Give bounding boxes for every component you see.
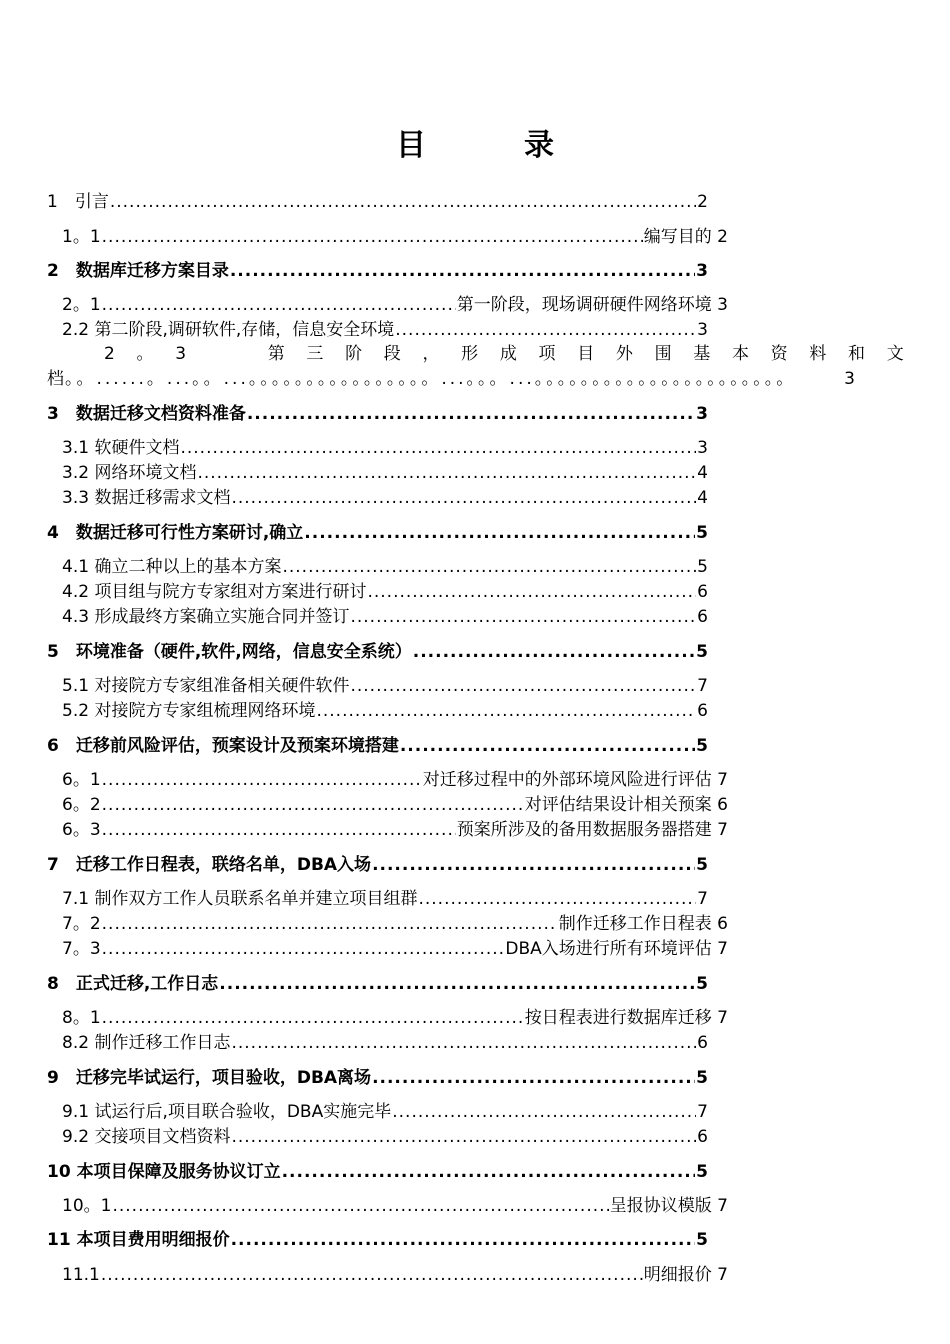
toc-entry-text: DBA入场进行所有环境评估 7 bbox=[505, 939, 728, 959]
dot-leader bbox=[282, 556, 696, 578]
toc-page-number: 5 bbox=[696, 642, 708, 662]
dot-leader bbox=[231, 1032, 696, 1054]
dot-leader bbox=[304, 522, 695, 544]
spread-char: 成 bbox=[499, 344, 517, 364]
toc-entry-number: 8。1 bbox=[62, 1008, 101, 1028]
toc-entry-text: 呈报协议模版 7 bbox=[609, 1196, 728, 1216]
dot-leader bbox=[102, 294, 456, 316]
toc-entry-8[interactable] bbox=[47, 973, 708, 995]
dot-leader bbox=[230, 260, 695, 282]
toc-entry-5[interactable] bbox=[47, 641, 708, 663]
dot-leader bbox=[392, 1101, 696, 1123]
spread-char: 。 bbox=[136, 344, 154, 364]
toc-entry-4-2[interactable] bbox=[62, 581, 708, 603]
toc-entry-label: 5 环境准备（硬件,软件,网络，信息安全系统） bbox=[47, 642, 412, 662]
toc-page-number: 7 bbox=[697, 676, 708, 696]
dot-leader bbox=[102, 226, 643, 248]
toc-entry-6-3[interactable] bbox=[62, 819, 728, 841]
toc-entry-7-1[interactable] bbox=[62, 888, 708, 910]
spread-char: 第 bbox=[267, 344, 285, 364]
toc-page-number: 4 bbox=[697, 463, 708, 483]
toc-entry-text: 编写目的 2 bbox=[643, 227, 728, 247]
spread-char: 项 bbox=[538, 344, 556, 364]
toc-entry-label: 3.2 网络环境文档 bbox=[62, 463, 197, 483]
toc-entry-label: 7 迁移工作日程表，联络名单，DBA入场 bbox=[47, 855, 372, 875]
dot-leader bbox=[316, 700, 696, 722]
dot-leader bbox=[219, 973, 695, 995]
toc-entry-label: 9.2 交接项目文档资料 bbox=[62, 1127, 231, 1147]
toc-page-number: 3 bbox=[697, 320, 708, 340]
toc-entry-1-1[interactable] bbox=[62, 226, 728, 248]
toc-entry-label: 4 数据迁移可行性方案研讨,确立 bbox=[47, 523, 304, 543]
toc-entry-2[interactable] bbox=[47, 260, 708, 282]
toc-entry-10[interactable] bbox=[47, 1161, 708, 1183]
toc-entry-9-2[interactable] bbox=[62, 1126, 708, 1148]
toc-entry-label: 4.2 项目组与院方专家组对方案进行研讨 bbox=[62, 582, 367, 602]
toc-entry-label: 9 迁移完毕试运行，项目验收，DBA离场 bbox=[47, 1068, 372, 1088]
toc-entry-label: 2.2 第二阶段,调研软件,存储，信息安全环境 bbox=[62, 320, 395, 340]
toc-entry-label: 3 数据迁移文档资料准备 bbox=[47, 404, 246, 424]
toc-entry-4[interactable] bbox=[47, 522, 708, 544]
toc-entry-text: 预案所涉及的备用数据服务器搭建 7 bbox=[456, 820, 728, 840]
toc-entry-6[interactable] bbox=[47, 735, 708, 757]
toc-entry-7-2[interactable] bbox=[62, 913, 728, 935]
toc-page-number: 5 bbox=[696, 1230, 708, 1250]
dot-leader bbox=[102, 913, 558, 935]
spread-char: 2 bbox=[104, 344, 115, 364]
toc-entry-11[interactable] bbox=[47, 1229, 708, 1251]
toc-page-number: 5 bbox=[696, 736, 708, 756]
spread-char: 阶 bbox=[345, 344, 363, 364]
toc-entry-label: 5.2 对接院方专家组梳理网络环境 bbox=[62, 701, 316, 721]
dot-leader bbox=[395, 319, 696, 341]
dot-leader bbox=[372, 854, 695, 876]
toc-page-number: 5 bbox=[696, 1068, 708, 1088]
toc-page-number: 6 bbox=[697, 701, 708, 721]
dot-leader bbox=[350, 675, 696, 697]
dot-leader bbox=[102, 938, 505, 960]
toc-page-number: 6 bbox=[697, 582, 708, 602]
toc-entry-text: 制作迁移工作日程表 6 bbox=[558, 914, 728, 934]
dot-leader bbox=[400, 735, 695, 757]
dot-leader bbox=[102, 769, 422, 791]
toc-entry-number: 6。1 bbox=[62, 770, 101, 790]
toc-entry-7[interactable] bbox=[47, 854, 708, 876]
toc-entry-label: 10 本项目保障及服务协议订立 bbox=[47, 1162, 281, 1182]
toc-entry-4-3[interactable] bbox=[62, 606, 708, 628]
spread-char: 围 bbox=[654, 344, 672, 364]
toc-page-number: 5 bbox=[696, 1162, 708, 1182]
toc-entry-label: 11 本项目费用明细报价 bbox=[47, 1230, 230, 1250]
spread-char: 和 bbox=[848, 344, 866, 364]
spread-char: 外 bbox=[615, 344, 633, 364]
toc-entry-label: 4.1 确立二种以上的基本方案 bbox=[62, 557, 282, 577]
toc-entry-number: 7。2 bbox=[62, 914, 101, 934]
dot-leader bbox=[247, 403, 695, 425]
toc-entry-text: 第一阶段，现场调研硬件网络环境 3 bbox=[456, 295, 728, 315]
dot-leader bbox=[231, 1229, 696, 1251]
toc-entry-label: 8.2 制作迁移工作日志 bbox=[62, 1033, 231, 1053]
dot-leader bbox=[102, 794, 524, 816]
toc-entry-number: 11.1 bbox=[62, 1265, 100, 1285]
spread-char: 3 bbox=[175, 344, 187, 364]
toc-entry-3-3[interactable] bbox=[62, 487, 708, 509]
dot-leader bbox=[372, 1067, 695, 1089]
spread-char: 三 bbox=[306, 344, 324, 364]
toc-entry-8-2[interactable] bbox=[62, 1032, 708, 1054]
dot-leader bbox=[418, 888, 696, 910]
toc-page-number: 5 bbox=[696, 974, 708, 994]
toc-entry-6-2[interactable] bbox=[62, 794, 728, 816]
toc-entry-6-1[interactable] bbox=[62, 769, 728, 791]
spread-char: 形 bbox=[461, 344, 479, 364]
toc-page-number: 3 bbox=[696, 404, 708, 424]
toc-page-number: 3 bbox=[696, 261, 708, 281]
toc-page-number: 6 bbox=[697, 1127, 708, 1147]
dot-leader bbox=[101, 1264, 643, 1286]
spread-char: 段 bbox=[383, 344, 401, 364]
toc-entry-label: 3.3 数据迁移需求文档 bbox=[62, 488, 231, 508]
dot-leader bbox=[350, 606, 696, 628]
toc-entry-number: 6。3 bbox=[62, 820, 101, 840]
dot-leader bbox=[112, 1195, 608, 1217]
dot-leader bbox=[231, 1126, 696, 1148]
toc-entry-7-3[interactable] bbox=[62, 938, 728, 960]
toc-entry-label: 8 正式迁移,工作日志 bbox=[47, 974, 219, 994]
toc-entry-text: 按日程表进行数据库迁移 7 bbox=[524, 1008, 728, 1028]
toc-entry-label: 2 数据库迁移方案目录 bbox=[47, 261, 229, 281]
toc-entry-label: 9.1 试运行后,项目联合验收，DBA实施完毕 bbox=[62, 1102, 392, 1122]
toc-page-number: 3 bbox=[697, 438, 708, 458]
dot-leader bbox=[102, 819, 456, 841]
spread-char: 文 bbox=[886, 344, 904, 364]
spread-char: ， bbox=[422, 344, 440, 364]
toc-entry-8-1[interactable] bbox=[62, 1007, 728, 1029]
toc-entry-3[interactable] bbox=[47, 403, 708, 425]
toc-entry-label: 5.1 对接院方专家组准备相关硬件软件 bbox=[62, 676, 350, 696]
dot-leader bbox=[282, 1161, 696, 1183]
toc-entry-label: 7.1 制作双方工作人员联系名单并建立项目组群 bbox=[62, 889, 418, 909]
toc-page-number: 7 bbox=[697, 889, 708, 909]
toc-page-number: 7 bbox=[697, 1102, 708, 1122]
spread-char: 料 bbox=[809, 344, 827, 364]
toc-entry-2-3-line1[interactable] bbox=[104, 343, 904, 365]
toc-entry-4-1[interactable] bbox=[62, 556, 708, 578]
dot-leader bbox=[110, 191, 696, 213]
toc-entry-10-1[interactable] bbox=[62, 1195, 728, 1217]
toc-entry-label: 4.3 形成最终方案确立实施合同并签订 bbox=[62, 607, 350, 627]
toc-page-number: 5 bbox=[696, 523, 708, 543]
toc-entry-2-1[interactable] bbox=[62, 294, 728, 316]
toc-entry-9[interactable] bbox=[47, 1067, 708, 1089]
toc-entry-number: 6。2 bbox=[62, 795, 101, 815]
toc-entry-text: 对评估结果设计相关预案 6 bbox=[524, 795, 728, 815]
spread-char: 本 bbox=[731, 344, 749, 364]
toc-entry-3-1[interactable] bbox=[62, 437, 708, 459]
toc-entry-label: 1 引言 bbox=[47, 192, 109, 212]
toc-entry-number: 1。1 bbox=[62, 227, 101, 247]
toc-entry-3-2[interactable] bbox=[62, 462, 708, 484]
dot-leader bbox=[65, 368, 843, 390]
toc-entry-11-1[interactable] bbox=[62, 1264, 728, 1286]
dot-leader bbox=[413, 641, 695, 663]
dot-leader bbox=[231, 487, 696, 509]
dot-leader bbox=[197, 462, 696, 484]
toc-entry-text: 对迁移过程中的外部环境风险进行评估 7 bbox=[422, 770, 728, 790]
toc-entry-2-3-line2[interactable] bbox=[47, 368, 855, 390]
toc-entry-number: 2。1 bbox=[62, 295, 101, 315]
dot-leader bbox=[180, 437, 696, 459]
toc-entry-label: 3.1 软硬件文档 bbox=[62, 438, 180, 458]
toc-page-number: 5 bbox=[696, 855, 708, 875]
toc-entry-label: 6 迁移前风险评估，预案设计及预案环境搭建 bbox=[47, 736, 399, 756]
toc-entry-number: 7。3 bbox=[62, 939, 101, 959]
toc-entry-number: 10。1 bbox=[62, 1196, 112, 1216]
dot-leader bbox=[367, 581, 696, 603]
toc-page-number: 4 bbox=[697, 488, 708, 508]
spread-char: 目 bbox=[577, 344, 595, 364]
toc-page-number: 5 bbox=[697, 557, 708, 577]
toc-page-number: 6 bbox=[697, 607, 708, 627]
toc-entry-label: 档 bbox=[47, 369, 64, 389]
toc-entry-1[interactable] bbox=[47, 191, 708, 213]
dot-leader bbox=[102, 1007, 524, 1029]
page-title: 目 录 bbox=[396, 128, 588, 163]
toc-page-number: 2 bbox=[697, 192, 708, 212]
spread-char: 基 bbox=[693, 344, 711, 364]
toc-entry-5-1[interactable] bbox=[62, 675, 708, 697]
spread-char: 资 bbox=[770, 344, 788, 364]
toc-page-number: 3 bbox=[844, 369, 855, 389]
toc-entry-5-2[interactable] bbox=[62, 700, 708, 722]
toc-entry-9-1[interactable] bbox=[62, 1101, 708, 1123]
toc-entry-2-2[interactable] bbox=[62, 319, 708, 341]
toc-entry-text: 明细报价 7 bbox=[643, 1265, 728, 1285]
toc-page-number: 6 bbox=[697, 1033, 708, 1053]
